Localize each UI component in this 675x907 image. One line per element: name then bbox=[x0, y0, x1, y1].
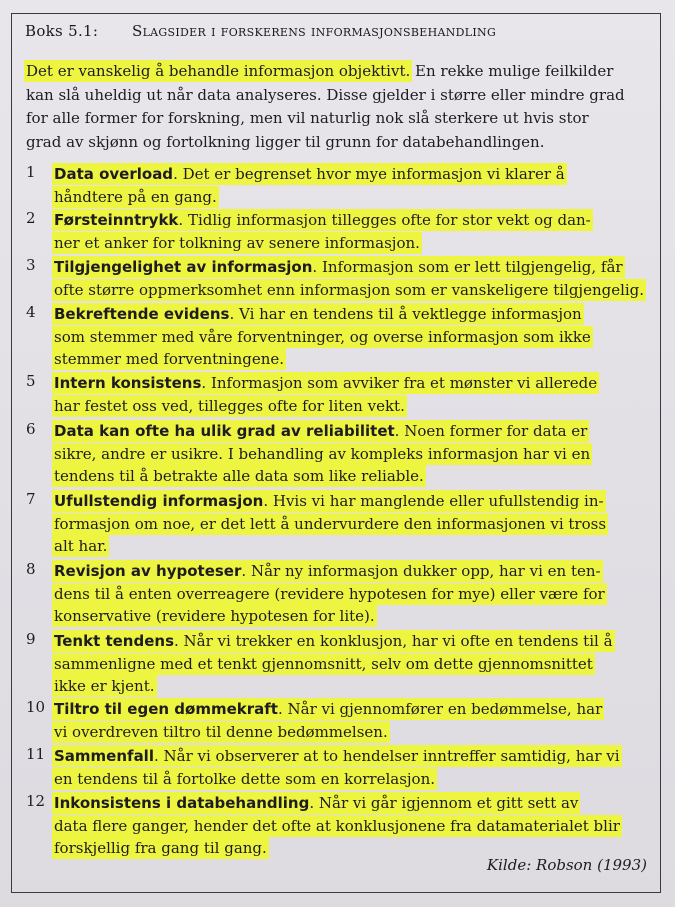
item-highlight: Revisjon av hypoteser. Når ny informasjon dukker opp, har vi en ten- bbox=[54, 562, 601, 580]
item-line bbox=[54, 815, 656, 838]
item-term: Intern konsistens bbox=[54, 374, 202, 392]
item-highlight: Tiltro til egen dømmekraft. Når vi gjennomfører en bedømmelse, har bbox=[54, 700, 603, 718]
item-line bbox=[54, 256, 656, 279]
intro-highlight: Det er vanskelig å behandle informasjon objektivt. bbox=[26, 62, 411, 80]
item-highlight: Sammenfall. Når vi observerer at to hendelser inntreffer samtidig, har vi bbox=[54, 747, 620, 765]
item-line bbox=[54, 630, 656, 653]
item-text: en tendens til å fortolke dette som en korrelasjon. bbox=[54, 769, 436, 788]
item-term: Bekreftende evidens bbox=[54, 305, 230, 323]
item-text: Når ny informasjon dukker opp, har vi en ten- bbox=[250, 562, 601, 580]
item-term: Førsteinntrykk bbox=[54, 211, 179, 229]
item-text: konservative (revidere hypotesen for lite). bbox=[54, 607, 375, 625]
item-text: tendens til å betrakte alle data som like reliable. bbox=[54, 467, 424, 485]
item-line bbox=[54, 443, 656, 466]
item-text: ikke er kjent. bbox=[54, 677, 155, 695]
item-body bbox=[54, 303, 656, 371]
item-body bbox=[54, 420, 656, 488]
item-term: Inkonsistens i databehandling bbox=[54, 794, 310, 812]
item-text: Når vi trekker en konklusjon, har vi ofte en tendens til å bbox=[183, 632, 613, 650]
item-line bbox=[54, 513, 656, 536]
item-line bbox=[54, 395, 656, 418]
item-line bbox=[54, 372, 656, 395]
item-text: Noen former for data er bbox=[404, 422, 588, 440]
item-number: 11 bbox=[26, 745, 46, 763]
item-line bbox=[54, 653, 656, 676]
item-line bbox=[54, 721, 656, 744]
item-line bbox=[54, 420, 656, 443]
item-body bbox=[54, 372, 656, 417]
item-term: Tiltro til egen dømmekraft bbox=[54, 700, 278, 718]
item-text: ofte større oppmerksomhet enn informasjon som er vanskeligere tilgjengelig. bbox=[54, 280, 645, 299]
item-line bbox=[54, 232, 656, 255]
item-text: data flere ganger, hender det ofte at konklusjonene fra datamaterialet blir bbox=[54, 816, 620, 835]
item-text: Når vi går igjennom et gitt sett av bbox=[318, 794, 579, 812]
item-number: 6 bbox=[26, 420, 36, 438]
item-highlight: Data kan ofte ha ulik grad av reliabilitet. Noen former for data er bbox=[54, 422, 588, 440]
item-number: 3 bbox=[26, 256, 36, 274]
item-line bbox=[54, 209, 656, 232]
item-text: forskjellig fra gang til gang. bbox=[54, 839, 267, 857]
item-text: sammenligne med et tenkt gjennomsnitt, selv om dette gjennomsnittet bbox=[54, 654, 593, 673]
item-line bbox=[54, 792, 656, 815]
box-number: Boks 5.1: bbox=[25, 22, 99, 40]
item-number: 8 bbox=[26, 560, 36, 578]
item-text: vi overdreven tiltro til denne bedømmelsen. bbox=[54, 722, 388, 741]
item-number: 7 bbox=[26, 490, 36, 508]
item-text: Hvis vi har manglende eller ufullstendig in- bbox=[272, 492, 604, 510]
item-highlight: Ufullstendig informasjon. Hvis vi har manglende eller ufullstendig in- bbox=[54, 492, 604, 510]
item-text: som stemmer med våre forventninger, og overse informasjon som ikke bbox=[54, 327, 591, 346]
intro-line bbox=[26, 60, 654, 84]
item-text: dens til å enten overreagere (revidere hypotesen for mye) eller være for bbox=[54, 584, 605, 603]
item-term: Revisjon av hypoteser bbox=[54, 562, 242, 580]
item-term: Tenkt tendens bbox=[54, 632, 174, 650]
item-highlight: Bekreftende evidens. Vi har en tendens til å vektlegge informasjon bbox=[54, 305, 582, 323]
item-body bbox=[54, 630, 656, 698]
item-line bbox=[54, 605, 656, 628]
item-line bbox=[54, 490, 656, 513]
item-text: Informasjon som avviker fra et mønster vi allerede bbox=[210, 374, 598, 392]
item-line bbox=[54, 348, 656, 371]
item-line bbox=[54, 326, 656, 349]
item-highlight: Tilgjengelighet av informasjon. Informasjon som er lett tilgjengelig, får bbox=[54, 258, 623, 276]
item-number: 1 bbox=[26, 163, 36, 181]
item-text: Informasjon som er lett tilgjengelig, får bbox=[321, 258, 623, 276]
item-number: 10 bbox=[26, 698, 46, 716]
item-term: Data kan ofte ha ulik grad av reliabilitet bbox=[54, 422, 395, 440]
item-line bbox=[54, 163, 656, 186]
item-text: ner et anker for tolkning av senere informasjon. bbox=[54, 233, 420, 252]
item-line bbox=[54, 465, 656, 488]
item-line bbox=[54, 583, 656, 606]
item-text: Når vi gjennomfører en bedømmelse, har bbox=[287, 700, 603, 718]
item-body bbox=[54, 209, 656, 254]
item-highlight: Inkonsistens i databehandling. Når vi går igjennom et gitt sett av bbox=[54, 794, 579, 812]
intro-paragraph bbox=[26, 60, 654, 154]
item-term: Ufullstendig informasjon bbox=[54, 492, 264, 510]
item-text: Når vi observerer at to hendelser inntreffer samtidig, har vi bbox=[163, 747, 620, 765]
item-body bbox=[54, 698, 656, 743]
item-text: formasjon om noe, er det lett å undervurdere den informasjonen vi tross bbox=[54, 514, 607, 533]
item-line bbox=[54, 698, 656, 721]
item-body bbox=[54, 560, 656, 628]
item-body bbox=[54, 256, 656, 301]
box-heading bbox=[25, 22, 496, 40]
item-number: 4 bbox=[26, 303, 36, 321]
item-number: 12 bbox=[26, 792, 46, 810]
item-body bbox=[54, 490, 656, 558]
item-term: Data overload bbox=[54, 165, 174, 183]
item-body bbox=[54, 163, 656, 208]
item-line bbox=[54, 675, 656, 698]
intro-line: for alle former for forskning, men vil naturlig nok slå sterkere ut hvis stor bbox=[26, 109, 589, 127]
item-text: stemmer med forventningene. bbox=[54, 350, 285, 368]
source-citation: Kilde: Robson (1993) bbox=[486, 856, 647, 874]
item-highlight: Førsteinntrykk. Tidlig informasjon tillegges ofte for stor vekt og dan- bbox=[54, 211, 591, 229]
intro-line: kan slå uheldig ut når data analyseres. Disse gjelder i større eller mindre grad bbox=[26, 85, 625, 104]
item-highlight: Tenkt tendens. Når vi trekker en konklusjon, har vi ofte en tendens til å bbox=[54, 632, 613, 650]
item-highlight: Data overload. Det er begrenset hvor mye informasjon vi klarer å bbox=[54, 165, 565, 183]
item-line bbox=[54, 303, 656, 326]
item-text: sikre, andre er usikre. I behandling av kompleks informasjon har vi en bbox=[54, 444, 591, 463]
item-text: håndtere på en gang. bbox=[54, 187, 217, 206]
item-line bbox=[54, 768, 656, 791]
item-term: Tilgjengelighet av informasjon bbox=[54, 258, 313, 276]
intro-line: grad av skjønn og fortolkning ligger til grunn for databehandlingen. bbox=[26, 132, 545, 151]
item-body bbox=[54, 745, 656, 790]
item-line bbox=[54, 279, 656, 302]
item-text: alt har. bbox=[54, 537, 108, 555]
item-text: Vi har en tendens til å vektlegge informasjon bbox=[239, 305, 582, 323]
box-title: Slagsider i forskerens informasjonsbehandling bbox=[132, 22, 497, 40]
item-text: Det er begrenset hvor mye informasjon vi klarer å bbox=[182, 165, 565, 183]
item-text: har festet oss ved, tillegges ofte for liten vekt. bbox=[54, 396, 405, 415]
item-number: 9 bbox=[26, 630, 36, 648]
item-line bbox=[54, 535, 656, 558]
item-number: 5 bbox=[26, 372, 36, 390]
item-number: 2 bbox=[26, 209, 36, 227]
item-highlight: Intern konsistens. Informasjon som avviker fra et mønster vi allerede bbox=[54, 374, 598, 392]
item-line bbox=[54, 560, 656, 583]
item-body bbox=[54, 792, 656, 860]
item-line bbox=[54, 745, 656, 768]
item-text: Tidlig informasjon tillegges ofte for stor vekt og dan- bbox=[187, 211, 591, 229]
intro-line-rest: En rekke mulige feilkilder bbox=[410, 62, 614, 80]
item-term: Sammenfall bbox=[54, 747, 154, 765]
item-line bbox=[54, 186, 656, 209]
